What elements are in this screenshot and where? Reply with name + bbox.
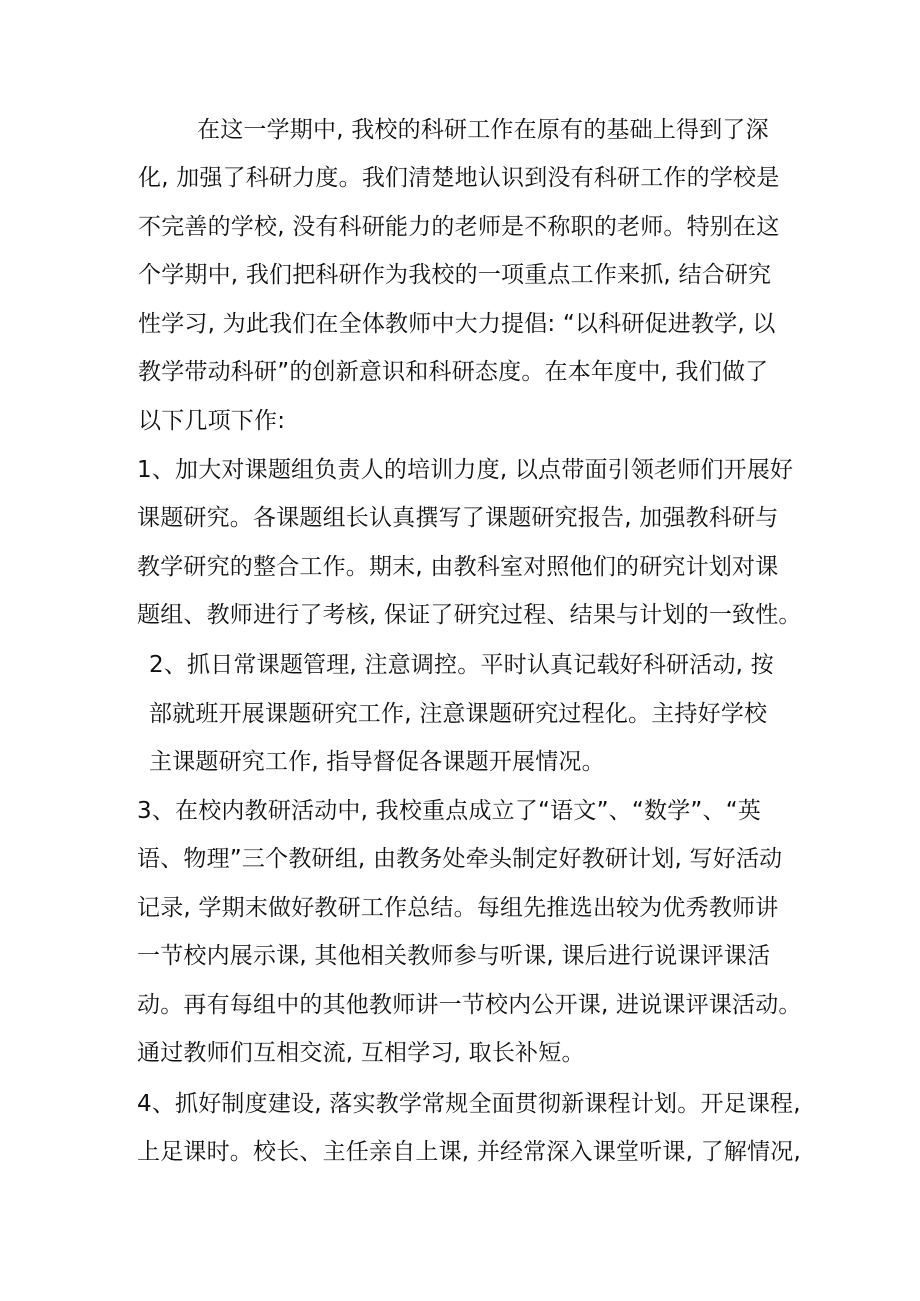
text-line: 题组、教师进行了考核, 保证了研究过程、结果与计划的一致性。 [137, 602, 802, 628]
text-line: 一节校内展示课, 其他相关教师参与听课, 课后进行说课评课活 [137, 943, 771, 969]
text-line: 上足课时。校长、主任亲自上课, 并经常深入课堂听课, 了解情况, [137, 1139, 801, 1165]
text-line: 4、抓好制度建设, 落实教学常规全面贯彻新课程计划。开足课程, [137, 1091, 801, 1117]
text-line: 部就班开展课题研究工作, 注意课题研究过程化。主持好学校 [149, 701, 768, 727]
text-line: 动。再有每组中的其他教师讲一节校内公开课, 进说课评课活动。 [137, 992, 802, 1018]
text-line: 课题研究。各课题组长认真撰写了课题研究报告, 加强教科研与 [137, 505, 779, 531]
text-line: 3、在校内教研活动中, 我校重点成立了“语文”、“数学”、“英 [137, 798, 762, 824]
text-line: 不完善的学校, 没有科研能力的老师是不称职的老师。特别在这 [138, 214, 780, 240]
text-line: 主课题研究工作, 指导督促各课题开展情况。 [149, 749, 605, 775]
text-line: 性学习, 为此我们在全体教师中大力提倡: “以科研促进教学, 以 [138, 311, 776, 337]
text-line: 2、抓日常课题管理, 注意调控。平时认真记载好科研活动, 按 [149, 652, 774, 678]
text-line: 1、加大对课题组负责人的培训力度, 以点带面引领老师们开展好 [137, 457, 794, 483]
text-line: 在这一学期中, 我校的科研工作在原有的基础上得到了深 [197, 117, 769, 143]
text-line: 教学带动科研”的创新意识和科研态度。在本年度中, 我们做了 [138, 359, 769, 385]
text-line: 语、物理”三个教研组, 由教务处牵头制定好教研计划, 写好活动 [137, 846, 783, 872]
text-line: 教学研究的整合工作。期末, 由教科室对照他们的研究计划对课 [137, 554, 779, 580]
text-line: 通过教师们互相交流, 互相学习, 取长补短。 [137, 1040, 585, 1066]
text-line: 化, 加强了科研力度。我们清楚地认识到没有科研工作的学校是 [138, 165, 780, 191]
text-line: 以下几项下作: [138, 408, 286, 434]
text-line: 个学期中, 我们把科研作为我校的一项重点工作来抓, 结合研究 [138, 262, 772, 288]
text-line: 记录, 学期末做好教研工作总结。每组先推选出较为优秀教师讲 [137, 895, 779, 921]
